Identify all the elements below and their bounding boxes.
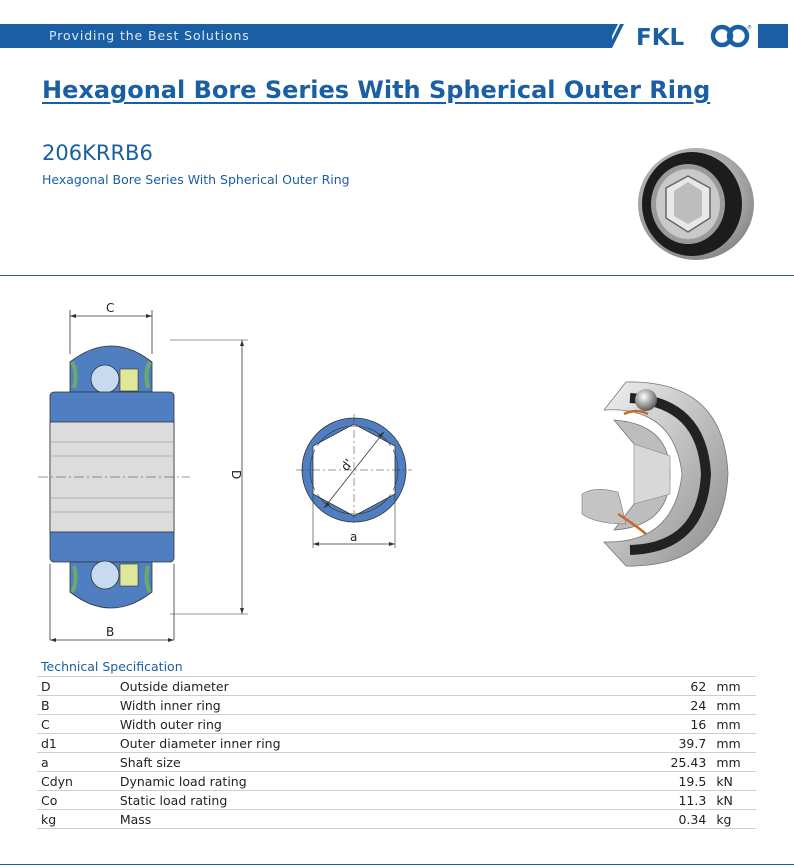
brand-logo[interactable]: [594, 20, 794, 52]
spec-symbol: Cdyn: [37, 772, 116, 791]
table-row: [37, 810, 756, 829]
table-row: [37, 696, 756, 715]
spec-symbol: D: [37, 677, 116, 696]
spec-unit: mm: [712, 677, 756, 696]
spec-unit: kg: [712, 810, 756, 829]
table-row: [37, 677, 756, 696]
product-code: 206KRRB6: [42, 141, 153, 165]
footer-divider: [0, 864, 794, 865]
dim-a-label: a: [350, 530, 358, 544]
spec-label: Outside diameter: [116, 677, 585, 696]
table-row: [37, 715, 756, 734]
table-row: [37, 734, 756, 753]
tagline: Providing the Best Solutions: [49, 28, 250, 43]
spec-value: 11.3: [585, 791, 713, 810]
spec-label: Outer diameter inner ring: [116, 734, 585, 753]
spec-symbol: B: [37, 696, 116, 715]
product-photo: [636, 146, 756, 262]
spec-unit: mm: [712, 696, 756, 715]
spec-symbol: Co: [37, 791, 116, 810]
spec-label: Dynamic load rating: [116, 772, 585, 791]
spec-unit: kN: [712, 791, 756, 810]
spec-symbol: kg: [37, 810, 116, 829]
product-subtitle: Hexagonal Bore Series With Spherical Outer Ring: [42, 172, 350, 187]
cutaway-rendering: [574, 374, 734, 570]
spec-symbol: C: [37, 715, 116, 734]
spec-unit: mm: [712, 753, 756, 772]
spec-symbol: a: [37, 753, 116, 772]
spec-unit: mm: [712, 734, 756, 753]
section-divider: [0, 275, 794, 276]
spec-value: 62: [585, 677, 713, 696]
cross-section-drawing: [30, 296, 255, 646]
spec-label: Mass: [116, 810, 585, 829]
spec-heading: Technical Specification: [41, 659, 183, 674]
table-row: [37, 753, 756, 772]
spec-value: 19.5: [585, 772, 713, 791]
spec-label: Shaft size: [116, 753, 585, 772]
spec-unit: kN: [712, 772, 756, 791]
spec-value: 24: [585, 696, 713, 715]
page-title: Hexagonal Bore Series With Spherical Outer Ring: [42, 76, 711, 104]
table-row: [37, 772, 756, 791]
spec-value: 25.43: [585, 753, 713, 772]
hex-bore-drawing: [296, 414, 420, 554]
spec-symbol: d1: [37, 734, 116, 753]
dim-d1-label: d': [338, 456, 356, 474]
spec-label: Width outer ring: [116, 715, 585, 734]
spec-value: 0.34: [585, 810, 713, 829]
spec-table: [37, 676, 756, 829]
spec-value: 16: [585, 715, 713, 734]
dim-d-label: D: [229, 470, 243, 480]
spec-label: Static load rating: [116, 791, 585, 810]
spec-unit: mm: [712, 715, 756, 734]
dim-c-label: C: [106, 301, 115, 315]
dim-b-label: B: [106, 625, 115, 639]
spec-value: 39.7: [585, 734, 713, 753]
table-row: [37, 791, 756, 810]
svg-text:®: ®: [747, 25, 752, 31]
spec-label: Width inner ring: [116, 696, 585, 715]
brand-name: FKL: [636, 25, 685, 51]
